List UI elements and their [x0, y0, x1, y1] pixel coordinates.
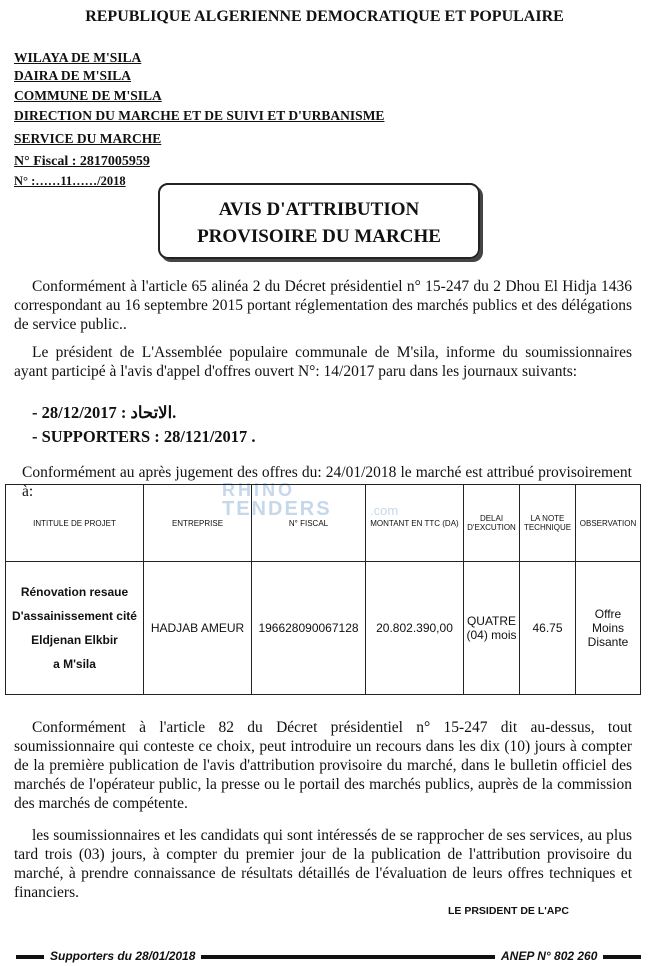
watermark-line-2: TENDERS — [222, 498, 332, 518]
journal-arabic: - الاتحاد : 28/12/2017. — [32, 403, 177, 422]
cell-company: HADJAB AMEUR — [144, 562, 252, 695]
footer-source: Supporters du 28/01/2018 — [44, 949, 201, 963]
header-amount: MONTANT EN TTC (DA) — [366, 485, 464, 562]
table-row — [6, 562, 641, 695]
header-company: ENTREPRISE — [144, 485, 252, 562]
reference-number: N° :……11……/2018 — [14, 174, 126, 188]
service-line: SERVICE DU MARCHE — [14, 131, 162, 146]
title-line-2: PROVISOIRE DU MARCHE — [197, 226, 441, 247]
wilaya-line: WILAYA DE M'SILA — [14, 50, 142, 65]
cell-project — [6, 562, 144, 695]
header-score: LA NOTE TECHNIQUE — [520, 485, 576, 562]
project-line-4: a M'sila — [53, 657, 96, 671]
table-header-row — [6, 485, 641, 562]
signature: LE PRSIDENT DE L'APC — [448, 905, 569, 917]
cell-fiscal: 196628090067128 — [252, 562, 366, 695]
title-line-1: AVIS D'ATTRIBUTION — [218, 199, 420, 220]
paragraph-legal-basis: Conformément à l'article 65 alinéa 2 du Décret présidentiel n° 15-247 du 2 Dhou El Hidja 1436 correspondant au 16 septembre 2015 portant réglementation des marchés publics et des délégations de service public.. — [14, 278, 632, 333]
watermark-line-1: RHINO — [222, 480, 295, 500]
notice-title-box — [158, 183, 480, 259]
paragraph-candidates: les soumissionnaires et les candidats qui sont intéressés de se rapprocher de ses services, au plus tard trois (03) jours, à compter du premier jour de la publication de l'attribution provisoire du marché, à prendre connaissance de résultats détaillés de l'évaluation de leurs offres techniques et financiers. — [14, 827, 632, 901]
paragraph-recourse: Conformément à l'article 82 du Décret présidentiel n° 15-247 dit au-dessus, tout soumissionnaire qui conteste ce choix, peut introduire un recours dans les dix (10) jours à compter de la première publication de l'avis d'attribution provisoire du marché, dans le bulletin officiel des marchés de l'opérateur public, la presse ou le portail des marchés publics, auprès de la commission des marchés de compétente. — [14, 719, 632, 812]
cell-score: 46.75 — [520, 562, 576, 695]
award-table — [5, 484, 641, 695]
commune-line: COMMUNE DE M'SILA — [14, 88, 162, 103]
daira-line: DAIRA DE M'SILA — [14, 68, 132, 83]
cell-amount: 20.802.390,00 — [366, 562, 464, 695]
header-fiscal: N° FISCAL — [252, 485, 366, 562]
direction-line: DIRECTION DU MARCHE ET DE SUIVI ET D'URBANISME — [14, 108, 385, 123]
republic-heading: REPUBLIQUE ALGERIENNE DEMOCRATIQUE ET POPULAIRE — [85, 8, 564, 25]
paragraph-president: Le président de L'Assemblée populaire communale de M'sila, informe du soumissionnaires ayant participé à l'avis d'appel d'offres ouvert N°: 14/2017 paru dans les journaux suivants: — [14, 344, 632, 380]
footer-anep: ANEP N° 802 260 — [495, 949, 603, 963]
cell-delay: QUATRE (04) mois — [464, 562, 520, 695]
cell-observation: Offre Moins Disante — [576, 562, 641, 695]
journal-supporters: - SUPPORTERS : 28/121/2017 . — [32, 427, 256, 446]
watermark-suffix: .com — [370, 503, 399, 518]
project-line-3: Eldjenan Elkbir — [31, 633, 118, 647]
header-project: INTITULE DE PROJET — [6, 485, 144, 562]
project-line-2: D'assainissement cité — [12, 609, 137, 623]
project-line-1: Rénovation resaue — [20, 585, 129, 599]
header-delay: DELAI D'EXCUTION — [464, 485, 520, 562]
paragraph-award: Conformément au après jugement des offres du: 24/01/2018 le marché est attribué provisoirement à: — [22, 464, 632, 500]
fiscal-number: N° Fiscal : 2817005959 — [14, 154, 150, 169]
header-observation: OBSERVATION — [576, 485, 641, 562]
